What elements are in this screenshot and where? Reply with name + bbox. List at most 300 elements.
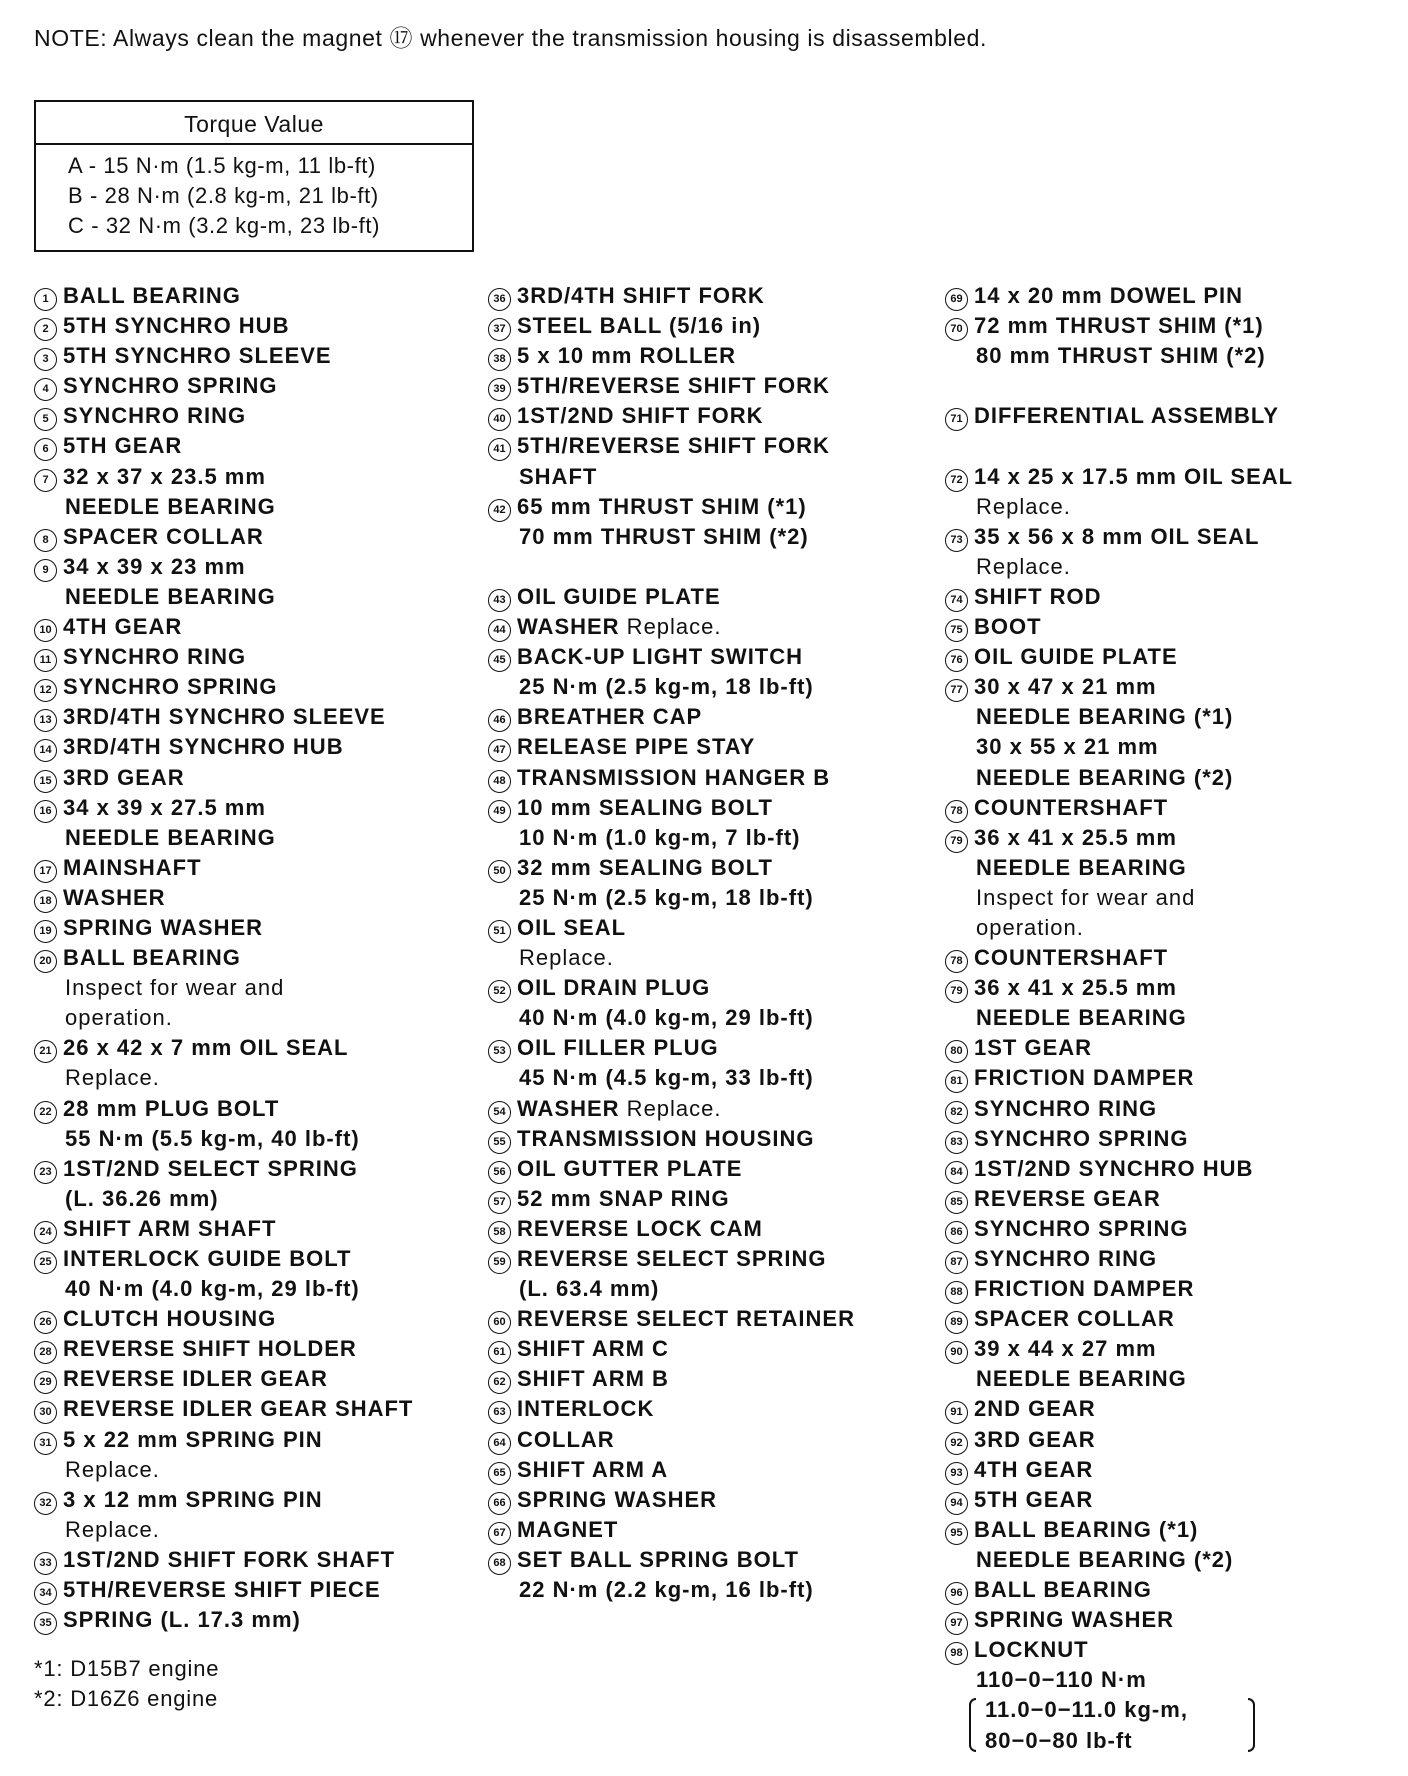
- callout-number: 6: [34, 438, 57, 461]
- part-instruction: Replace.: [619, 1095, 722, 1121]
- part-item: [34, 1364, 413, 1394]
- part-label: SHIFT ARM B: [517, 1366, 669, 1392]
- part-label: REVERSE GEAR: [974, 1185, 1161, 1211]
- part-label: REVERSE LOCK CAM: [517, 1215, 763, 1241]
- part-item: [945, 612, 1293, 642]
- part-item-continuation: [34, 1274, 413, 1304]
- part-label: 80 mm THRUST SHIM (*2): [976, 343, 1266, 369]
- part-label: 32 x 37 x 23.5 mm: [63, 463, 266, 489]
- part-item-continuation: [488, 943, 855, 973]
- part-label: BALL BEARING: [63, 945, 241, 971]
- part-item: [945, 1184, 1293, 1214]
- part-item: [34, 672, 413, 702]
- part-item: [488, 1154, 855, 1184]
- part-item: [945, 642, 1293, 672]
- part-label: SYNCHRO RING: [974, 1246, 1158, 1271]
- part-label: SYNCHRO SPRING: [974, 1125, 1189, 1151]
- callout-number: 39: [488, 378, 511, 401]
- callout-number: 92: [945, 1432, 968, 1455]
- callout-number: 21: [34, 1040, 57, 1063]
- callout-number: 93: [945, 1462, 968, 1485]
- part-item: [34, 1033, 413, 1063]
- callout-number: 7: [34, 469, 57, 492]
- callout-number: 42: [488, 499, 511, 522]
- part-item-continuation: [34, 1455, 413, 1485]
- part-item: [34, 1545, 413, 1575]
- callout-number: 88: [945, 1281, 968, 1304]
- part-label: WASHER: [63, 884, 166, 910]
- callout-number: 18: [34, 890, 57, 913]
- part-item-continuation: [488, 823, 855, 853]
- torque-table-title: Torque Value: [36, 102, 472, 145]
- part-item: [34, 552, 413, 582]
- part-label: 70 mm THRUST SHIM (*2): [519, 523, 809, 549]
- callout-number: 13: [34, 709, 57, 732]
- part-label: SYNCHRO SPRING: [974, 1215, 1189, 1241]
- part-item: [34, 853, 413, 883]
- callout-number: 61: [488, 1341, 511, 1364]
- callout-number: 59: [488, 1251, 511, 1274]
- part-label: REVERSE IDLER GEAR SHAFT: [63, 1396, 414, 1422]
- part-label: 4TH GEAR: [974, 1456, 1094, 1482]
- part-item: [488, 612, 855, 642]
- callout-number: 47: [488, 739, 511, 762]
- part-label: 1ST/2ND SHIFT FORK: [517, 403, 764, 429]
- part-label: REVERSE IDLER GEAR: [63, 1366, 328, 1392]
- part-label: REVERSE SHIFT HOLDER: [63, 1336, 357, 1362]
- part-item: [34, 341, 413, 371]
- part-item: [34, 1425, 413, 1455]
- part-item: [945, 672, 1293, 702]
- part-label: COLLAR: [517, 1426, 615, 1452]
- part-item: [945, 823, 1293, 853]
- part-item: [488, 401, 855, 431]
- part-label: NEEDLE BEARING (*2): [976, 1546, 1234, 1572]
- callout-number: 57: [488, 1191, 511, 1214]
- callout-number: 5: [34, 408, 57, 431]
- part-item: [488, 763, 855, 793]
- part-label: 55 N·m (5.5 kg-m, 40 lb-ft): [65, 1125, 360, 1151]
- part-item: [488, 1304, 855, 1334]
- callout-number: 22: [34, 1101, 57, 1124]
- callout-number: 29: [34, 1371, 57, 1394]
- part-item-continuation: [945, 1364, 1293, 1394]
- callout-number: 84: [945, 1161, 968, 1184]
- part-item: [945, 943, 1293, 973]
- part-item: [488, 492, 855, 522]
- callout-number: 40: [488, 408, 511, 431]
- part-item-continuation: [945, 883, 1293, 913]
- part-label: 34 x 39 x 23 mm: [63, 553, 246, 579]
- part-label: 3RD GEAR: [63, 764, 185, 790]
- part-item: [34, 642, 413, 672]
- callout-number: 11: [34, 649, 57, 672]
- part-item-continuation: [34, 582, 413, 612]
- callout-number: 3: [34, 348, 57, 371]
- part-label: SYNCHRO SPRING: [63, 674, 278, 700]
- part-label: 5 x 10 mm ROLLER: [517, 343, 736, 369]
- part-label: NEEDLE BEARING: [976, 1366, 1187, 1392]
- part-item: [488, 973, 855, 1003]
- callout-number: 4: [34, 378, 57, 401]
- part-item-continuation: [488, 522, 855, 552]
- part-label: BALL BEARING (*1): [974, 1516, 1199, 1542]
- callout-number: 15: [34, 770, 57, 793]
- part-item: [488, 1545, 855, 1575]
- part-label: SPRING WASHER: [517, 1486, 718, 1512]
- part-item: [34, 1575, 413, 1605]
- part-label: OIL GUTTER PLATE: [517, 1155, 743, 1181]
- part-label: Replace.: [976, 553, 1071, 579]
- part-label: 10 mm SEALING BOLT: [517, 794, 773, 820]
- callout-number: 10: [34, 619, 57, 642]
- part-item: [34, 1485, 413, 1515]
- part-label: 1ST/2ND SELECT SPRING: [63, 1155, 358, 1181]
- part-item: [34, 913, 413, 943]
- part-item: [945, 401, 1293, 431]
- parts-list-column-1: [34, 281, 413, 1635]
- part-item-continuation: [945, 913, 1293, 943]
- part-item: [488, 281, 855, 311]
- part-label: MAINSHAFT: [63, 854, 202, 880]
- part-label: Inspect for wear and: [65, 975, 285, 1001]
- part-label: 30 x 55 x 21 mm: [976, 734, 1159, 760]
- callout-number: 79: [945, 980, 968, 1003]
- callout-number: 37: [488, 318, 511, 341]
- part-item: [945, 1214, 1293, 1244]
- callout-number: 43: [488, 589, 511, 612]
- part-label: SPRING WASHER: [63, 914, 264, 940]
- callout-number: 73: [945, 529, 968, 552]
- callout-number: 64: [488, 1432, 511, 1455]
- part-label: 36 x 41 x 25.5 mm: [974, 824, 1177, 850]
- callout-number: 62: [488, 1371, 511, 1394]
- callout-number: 51: [488, 920, 511, 943]
- callout-number: 72: [945, 469, 968, 492]
- spacer: [945, 371, 1293, 401]
- part-label: REVERSE SELECT RETAINER: [517, 1306, 855, 1332]
- part-label: 14 x 20 mm DOWEL PIN: [974, 283, 1244, 308]
- part-label: SYNCHRO SPRING: [63, 373, 278, 399]
- part-label: Replace.: [519, 945, 614, 971]
- part-item: [488, 1425, 855, 1455]
- callout-number: 54: [488, 1101, 511, 1124]
- callout-number: 8: [34, 529, 57, 552]
- part-label: 3RD/4TH SYNCHRO HUB: [63, 734, 344, 760]
- part-label: WASHER: [517, 1095, 620, 1121]
- part-label: FRICTION DAMPER: [974, 1065, 1195, 1091]
- part-item: [945, 1244, 1293, 1274]
- callout-number: 24: [34, 1221, 57, 1244]
- part-item-continuation: [945, 1003, 1293, 1033]
- callout-number: 36: [488, 288, 511, 311]
- part-label: NEEDLE BEARING: [65, 824, 276, 850]
- part-label: SYNCHRO RING: [63, 644, 247, 670]
- right-bracket: [1248, 1698, 1255, 1752]
- part-item: [488, 1334, 855, 1364]
- part-label: 14 x 25 x 17.5 mm OIL SEAL: [974, 463, 1294, 489]
- part-item: [488, 1124, 855, 1154]
- part-label: operation.: [976, 914, 1084, 940]
- part-label: 22 N·m (2.2 kg-m, 16 lb-ft): [519, 1577, 814, 1603]
- part-item: [945, 1485, 1293, 1515]
- callout-number: 55: [488, 1131, 511, 1154]
- part-label: COUNTERSHAFT: [974, 794, 1169, 820]
- callout-number: 48: [488, 770, 511, 793]
- part-label: 52 mm SNAP RING: [517, 1185, 730, 1211]
- part-label: 110−0−110 N·m: [976, 1667, 1147, 1693]
- part-item: [945, 281, 1293, 311]
- part-item: [488, 1485, 855, 1515]
- part-item: [945, 1063, 1293, 1093]
- part-label: Replace.: [976, 493, 1071, 519]
- part-item: [945, 1635, 1293, 1665]
- part-item: [945, 522, 1293, 552]
- part-item: [945, 973, 1293, 1003]
- callout-number: 85: [945, 1191, 968, 1214]
- part-label: INTERLOCK: [517, 1396, 655, 1422]
- callout-number: 89: [945, 1311, 968, 1334]
- callout-number: 83: [945, 1131, 968, 1154]
- callout-number: 66: [488, 1492, 511, 1515]
- part-item: [945, 1304, 1293, 1334]
- callout-number: 69: [945, 288, 968, 311]
- part-label: 39 x 44 x 27 mm: [974, 1336, 1157, 1362]
- part-label: OIL GUIDE PLATE: [974, 644, 1178, 670]
- part-label: SET BALL SPRING BOLT: [517, 1546, 799, 1572]
- part-label: 34 x 39 x 27.5 mm: [63, 794, 266, 820]
- part-label: CLUTCH HOUSING: [63, 1306, 277, 1332]
- part-item: [34, 1605, 413, 1635]
- left-bracket: [969, 1698, 976, 1752]
- part-label: 40 N·m (4.0 kg-m, 29 lb-ft): [519, 1005, 814, 1031]
- part-label: 28 mm PLUG BOLT: [63, 1095, 280, 1121]
- part-label: SYNCHRO RING: [974, 1095, 1158, 1121]
- callout-number: 2: [34, 318, 57, 341]
- part-item: [488, 1244, 855, 1274]
- callout-number: 74: [945, 589, 968, 612]
- part-item-continuation: [488, 883, 855, 913]
- part-item: [945, 1154, 1293, 1184]
- callout-number: 78: [945, 800, 968, 823]
- part-label: OIL SEAL: [517, 914, 627, 940]
- part-label: 3RD GEAR: [974, 1426, 1096, 1452]
- part-item: [945, 1425, 1293, 1455]
- part-label: Inspect for wear and: [976, 884, 1196, 910]
- part-item-continuation: [34, 1515, 413, 1545]
- footnotes: [34, 1654, 219, 1714]
- locknut-torque-bracket: [945, 1695, 1293, 1755]
- part-label: SPACER COLLAR: [974, 1306, 1175, 1332]
- part-item: [945, 1274, 1293, 1304]
- callout-number: 14: [34, 739, 57, 762]
- callout-number: 70: [945, 318, 968, 341]
- callout-number: 28: [34, 1341, 57, 1364]
- part-item-continuation: [945, 763, 1293, 793]
- part-item: [488, 1364, 855, 1394]
- part-item-continuation: [488, 672, 855, 702]
- part-label: 25 N·m (2.5 kg-m, 18 lb-ft): [519, 674, 814, 700]
- part-item-continuation: [945, 1665, 1293, 1695]
- part-label: NEEDLE BEARING: [976, 1005, 1187, 1031]
- part-label: SPRING (L. 17.3 mm): [63, 1607, 301, 1633]
- part-label: 72 mm THRUST SHIM (*1): [974, 313, 1264, 339]
- part-label: 25 N·m (2.5 kg-m, 18 lb-ft): [519, 884, 814, 910]
- part-item: [945, 1394, 1293, 1424]
- part-item: [34, 1214, 413, 1244]
- callout-number: 1: [34, 288, 57, 311]
- part-item: [945, 1033, 1293, 1063]
- part-item: [34, 462, 413, 492]
- part-item: [488, 311, 855, 341]
- callout-number: 67: [488, 1522, 511, 1545]
- part-label: NEEDLE BEARING: [976, 854, 1187, 880]
- part-item: [488, 431, 855, 461]
- part-label: NEEDLE BEARING (*1): [976, 704, 1234, 730]
- callout-number: 44: [488, 619, 511, 642]
- part-item: [488, 1033, 855, 1063]
- part-item: [488, 1515, 855, 1545]
- part-item-continuation: [945, 492, 1293, 522]
- part-label: BOOT: [974, 614, 1042, 640]
- part-item-continuation: [488, 1575, 855, 1605]
- part-item: [945, 1455, 1293, 1485]
- parts-list-column-2: [488, 281, 855, 1605]
- parts-list-column-3: [945, 281, 1293, 1756]
- part-label: 4TH GEAR: [63, 614, 183, 640]
- part-item-continuation: [34, 492, 413, 522]
- callout-number: 79: [945, 830, 968, 853]
- part-item: [34, 1094, 413, 1124]
- callout-number: 95: [945, 1522, 968, 1545]
- callout-number: 75: [945, 619, 968, 642]
- part-item: [945, 793, 1293, 823]
- part-label: 3RD/4TH SYNCHRO SLEEVE: [63, 704, 386, 730]
- part-item: [34, 732, 413, 762]
- part-item-continuation: [488, 1063, 855, 1093]
- part-item: [488, 793, 855, 823]
- part-item: [945, 1094, 1293, 1124]
- part-label: operation.: [65, 1005, 173, 1031]
- part-label: SHIFT ROD: [974, 583, 1102, 609]
- part-label: (L. 63.4 mm): [519, 1276, 660, 1302]
- part-label: 5 x 22 mm SPRING PIN: [63, 1426, 323, 1452]
- part-label: Replace.: [65, 1456, 160, 1482]
- callout-number: 17: [34, 860, 57, 883]
- torque-table-values: [36, 145, 472, 250]
- part-label: MAGNET: [517, 1516, 619, 1542]
- callout-number: 30: [34, 1401, 57, 1424]
- part-label: 45 N·m (4.5 kg-m, 33 lb-ft): [519, 1065, 814, 1091]
- part-label: 32 mm SEALING BOLT: [517, 854, 773, 880]
- part-item: [34, 1244, 413, 1274]
- part-label: SHAFT: [519, 463, 598, 489]
- part-item: [488, 582, 855, 612]
- part-item: [488, 371, 855, 401]
- torque-value-b: B - 28 N·m (2.8 kg-m, 21 lb-ft): [68, 183, 379, 208]
- part-label: 1ST GEAR: [974, 1035, 1093, 1061]
- torque-value-table: [34, 100, 474, 252]
- part-item: [488, 341, 855, 371]
- part-item: [34, 1154, 413, 1184]
- callout-number: 35: [34, 1612, 57, 1635]
- part-item: [945, 1575, 1293, 1605]
- part-item: [34, 371, 413, 401]
- part-item-continuation: [34, 823, 413, 853]
- part-label: WASHER: [517, 614, 620, 640]
- callout-number: 32: [34, 1492, 57, 1515]
- part-item-continuation: [945, 732, 1293, 762]
- callout-number: 65: [488, 1462, 511, 1485]
- part-label: 5TH/REVERSE SHIFT FORK: [517, 373, 830, 399]
- part-label: 3RD/4TH SHIFT FORK: [517, 283, 765, 308]
- callout-number: 68: [488, 1552, 511, 1575]
- part-item: [945, 1334, 1293, 1364]
- part-item: [945, 1124, 1293, 1154]
- part-label: NEEDLE BEARING: [65, 583, 276, 609]
- part-label: 5TH SYNCHRO HUB: [63, 313, 290, 339]
- part-item: [488, 913, 855, 943]
- callout-number: 87: [945, 1251, 968, 1274]
- spacer: [945, 431, 1293, 461]
- part-item-continuation: [488, 1003, 855, 1033]
- callout-number: 31: [34, 1432, 57, 1455]
- part-label: BALL BEARING: [63, 283, 241, 308]
- part-label: TRANSMISSION HANGER B: [517, 764, 831, 790]
- locknut-torque-line: 11.0−0−11.0 kg-m,: [985, 1697, 1188, 1723]
- part-label: BALL BEARING: [974, 1577, 1152, 1603]
- part-label: 5TH/REVERSE SHIFT FORK: [517, 433, 830, 459]
- part-item: [34, 612, 413, 642]
- part-item: [34, 1304, 413, 1334]
- part-label: BREATHER CAP: [517, 704, 703, 730]
- part-label: 5TH SYNCHRO SLEEVE: [63, 343, 332, 369]
- part-item: [945, 1605, 1293, 1635]
- part-label: REVERSE SELECT SPRING: [517, 1246, 827, 1271]
- part-item: [34, 281, 413, 311]
- callout-number: 76: [945, 649, 968, 672]
- part-item-continuation: [34, 1003, 413, 1033]
- part-item: [34, 793, 413, 823]
- part-item: [34, 431, 413, 461]
- part-label: 5TH/REVERSE SHIFT PIECE: [63, 1577, 381, 1603]
- part-item-continuation: [34, 1063, 413, 1093]
- part-item: [34, 702, 413, 732]
- part-item: [34, 1394, 413, 1424]
- callout-number: 16: [34, 800, 57, 823]
- callout-number: 23: [34, 1161, 57, 1184]
- callout-number: 26: [34, 1311, 57, 1334]
- part-item-continuation: [488, 462, 855, 492]
- part-label: 5TH GEAR: [63, 433, 183, 459]
- part-label: 26 x 42 x 7 mm OIL SEAL: [63, 1035, 349, 1061]
- note-text: NOTE: Always clean the magnet ⑰ whenever the transmission housing is disassembled.: [34, 25, 988, 51]
- part-label: SPACER COLLAR: [63, 523, 264, 549]
- callout-number: 96: [945, 1582, 968, 1605]
- part-label: INTERLOCK GUIDE BOLT: [63, 1246, 352, 1271]
- part-item-continuation: [34, 1124, 413, 1154]
- callout-number: 56: [488, 1161, 511, 1184]
- part-item-continuation: [488, 1274, 855, 1304]
- part-label: 35 x 56 x 8 mm OIL SEAL: [974, 523, 1260, 549]
- part-label: COUNTERSHAFT: [974, 945, 1169, 971]
- callout-number: 52: [488, 980, 511, 1003]
- callout-number: 34: [34, 1582, 57, 1605]
- callout-number: 71: [945, 408, 968, 431]
- part-item: [488, 702, 855, 732]
- part-label: OIL GUIDE PLATE: [517, 583, 721, 609]
- part-label: 30 x 47 x 21 mm: [974, 674, 1157, 700]
